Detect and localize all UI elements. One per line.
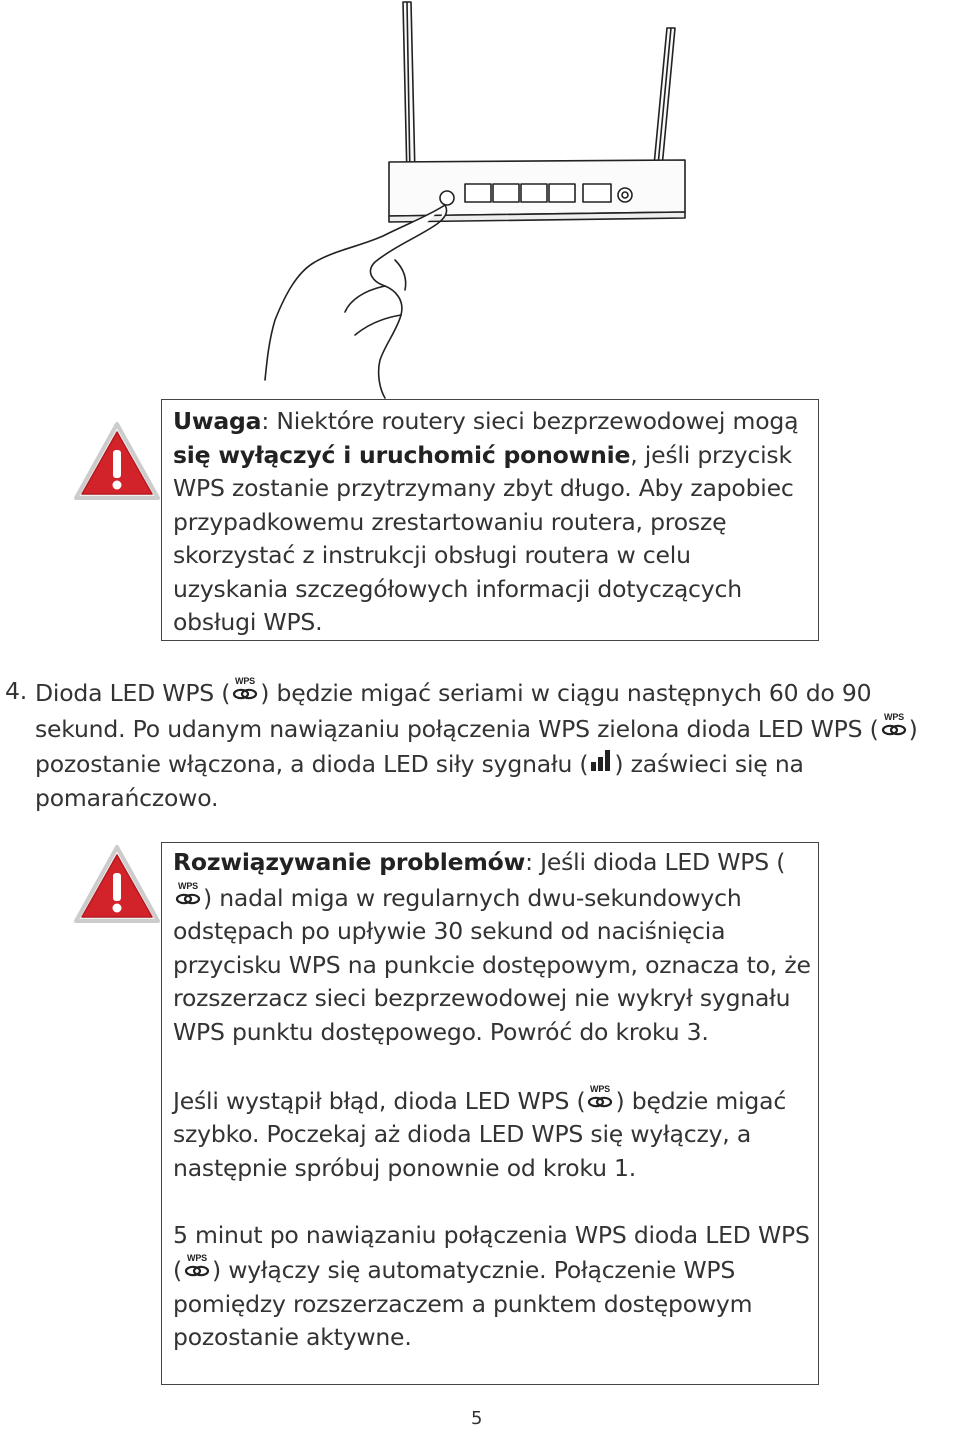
wps-icon	[879, 711, 909, 741]
svg-text:WPS: WPS	[235, 676, 256, 686]
warning-triangle-icon	[72, 420, 162, 506]
step-number: 4.	[5, 677, 28, 705]
svg-text:WPS: WPS	[590, 1083, 611, 1094]
svg-text:WPS: WPS	[883, 711, 904, 722]
note-emphasis: się wyłączyć i uruchomić ponownie	[173, 440, 631, 469]
note-text-part: , jeśli przycisk WPS zostanie przytrzymany zbyt długo. Aby zapobiec przypadkowemu zrestartowaniu routera, proszę skorzystać z instrukcji obsługi routera w celu uzyskania szczegółowych informacji dotyczących obsługi WPS.	[173, 440, 794, 636]
wps-icon	[173, 880, 203, 910]
svg-text:WPS: WPS	[187, 1253, 207, 1263]
wps-icon	[182, 1252, 212, 1282]
wps-icon	[230, 675, 260, 705]
step-4-text: Dioda LED WPS ( WPS ) będzie migać seriami w ciągu następnych 60 do 90 sekund. Po udanym nawiązaniu połączenia WPS zielona dioda LED WPS ( WPS ) pozostanie włączona, a dioda LED siły sygnału ( ) zaświeci się na pomarańczowo.	[35, 676, 918, 812]
warning-note-text: Uwaga: Niektóre routery sieci bezprzewodowej mogą się wyłączyć i uruchomić ponownie, jeśli przycisk WPS zostanie przytrzymany zbyt długo. Aby zapobiec przypadkowemu zrestartowaniu routera, proszę skorzystać z instrukcji obsługi routera w celu uzyskania szczegółowych informacji dotyczących obsługi WPS.	[173, 407, 799, 636]
router-illustration	[255, 0, 705, 400]
troubleshooting-paragraph-3: 5 minut po nawiązaniu połączenia WPS dioda LED WPS ( WPS ) wyłączy się automatycznie. Połączenie WPS pomiędzy rozszerzaczem a punktem dostępowym pozostanie aktywne.	[173, 1220, 810, 1351]
svg-text:WPS: WPS	[178, 880, 198, 891]
note-lead: Uwaga	[173, 407, 262, 435]
signal-strength-icon	[588, 746, 614, 776]
warning-triangle-icon	[72, 843, 162, 929]
troubleshooting-text	[173, 846, 813, 1355]
troubleshooting-paragraph-1: Rozwiązywanie problemów: Jeśli dioda LED WPS ( WPS ) nadal miga w regularnych dwu-sekundowych odstępach po upływie 30 sekund od naciśnięcia przycisku WPS na punkcie dostępowym, oznacza to, że rozszerzacz sieci bezprzewodowej nie wykrył sygnału WPS punktu dostępowego. Powróć do kroku 3.	[173, 848, 811, 1046]
page-number: 5	[471, 1408, 483, 1429]
wps-icon	[585, 1083, 615, 1113]
troubleshooting-lead: Rozwiązywanie problemów	[173, 848, 526, 876]
troubleshooting-paragraph-2: Jeśli wystąpił błąd, dioda LED WPS ( WPS ) będzie migać szybko. Poczekaj aż dioda LED WPS się wyłączy, a następnie spróbuj ponownie od kroku 1.	[173, 1083, 787, 1182]
note-text-part: Niektóre routery sieci bezprzewodowej mogą	[276, 407, 799, 435]
